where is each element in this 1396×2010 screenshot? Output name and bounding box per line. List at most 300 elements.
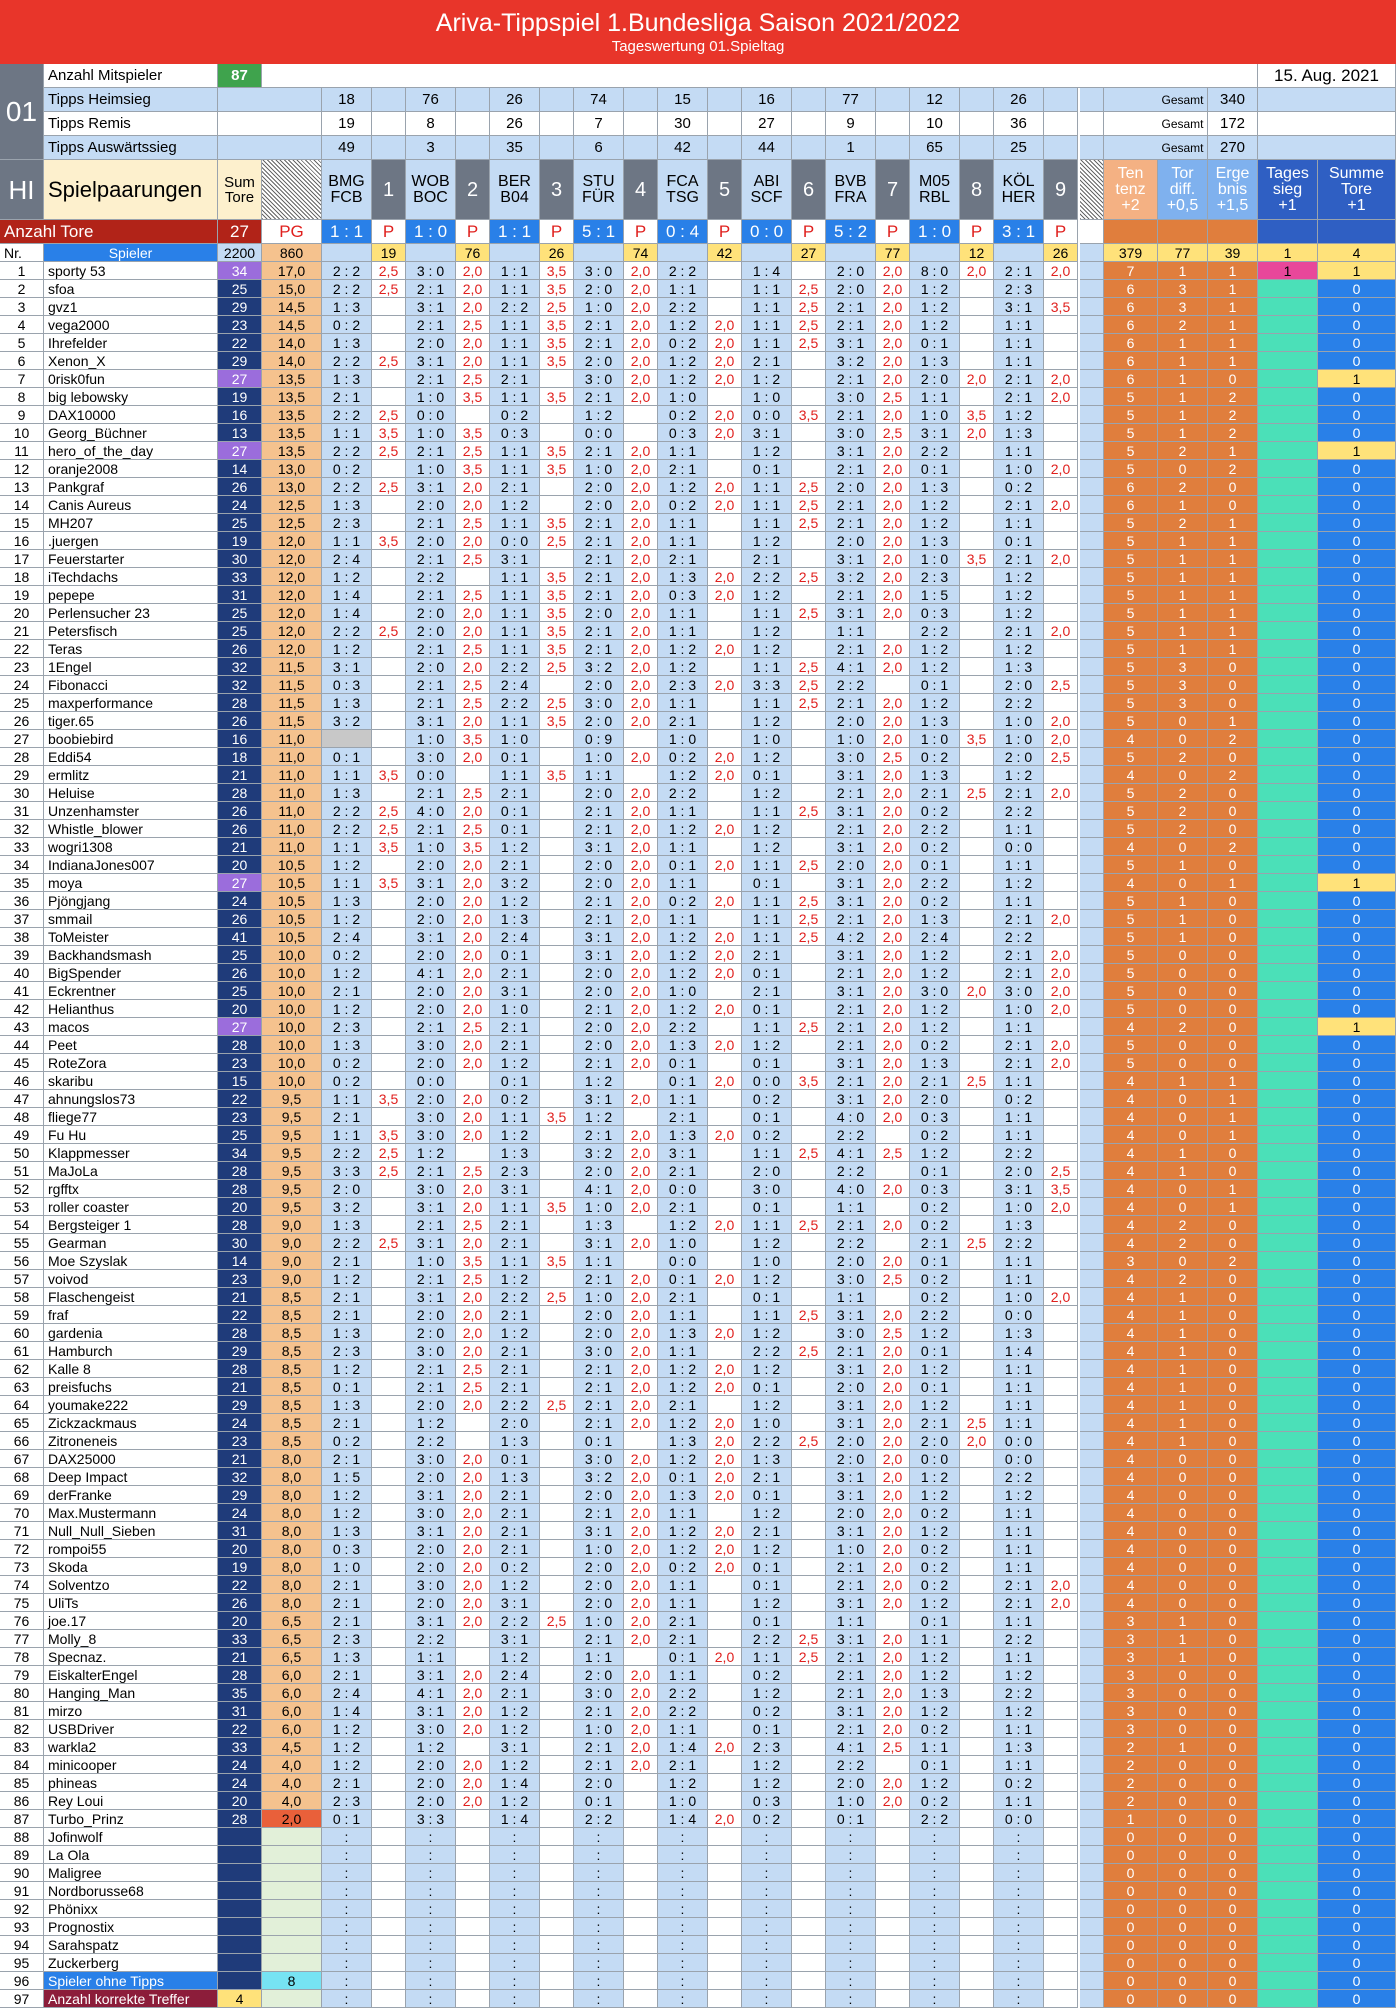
tip-value: 1 : 0 bbox=[490, 1000, 540, 1018]
tip-value: 1 : 2 bbox=[322, 1504, 372, 1522]
tip-value: 1 : 0 bbox=[322, 1558, 372, 1576]
tip-value: 1 : 5 bbox=[910, 586, 960, 604]
player-points: 8,0 bbox=[262, 1504, 322, 1522]
bonus-value bbox=[1258, 1972, 1318, 1990]
bonus-value: 2 bbox=[1104, 1738, 1158, 1756]
hl-label: HI bbox=[0, 160, 44, 220]
tip-value: 1 : 2 bbox=[322, 910, 372, 928]
player-name: 0risk0fun bbox=[44, 370, 218, 388]
tip-points: 3,5 bbox=[372, 766, 406, 784]
player-points: 9,0 bbox=[262, 1252, 322, 1270]
summary-gap bbox=[456, 88, 490, 112]
tip-points: 2,0 bbox=[708, 1558, 742, 1576]
player-goals: 34 bbox=[218, 1144, 262, 1162]
tip-value: 1 : 2 bbox=[994, 1702, 1044, 1720]
tip-value: 0 : 1 bbox=[490, 802, 540, 820]
tip-points bbox=[792, 1720, 826, 1738]
tip-points bbox=[708, 1684, 742, 1702]
tip-value: 2 : 2 bbox=[994, 928, 1044, 946]
tip-points: 2,0 bbox=[876, 874, 910, 892]
tip-value: 2 : 0 bbox=[322, 1180, 372, 1198]
player-name: minicooper bbox=[44, 1756, 218, 1774]
player-name: Gearman bbox=[44, 1234, 218, 1252]
tip-points bbox=[540, 1306, 574, 1324]
tip-value: 2 : 0 bbox=[574, 676, 624, 694]
summary-value: 77 bbox=[826, 88, 876, 112]
tip-value: 2 : 1 bbox=[574, 1702, 624, 1720]
player-points: 14,5 bbox=[262, 298, 322, 316]
tip-value: : bbox=[574, 1954, 624, 1972]
tip-points: 2,5 bbox=[1044, 676, 1078, 694]
tip-value: : bbox=[910, 1864, 960, 1882]
tip-value: 2 : 0 bbox=[574, 604, 624, 622]
away-team: RBL bbox=[918, 188, 951, 206]
tip-value: 2 : 4 bbox=[322, 928, 372, 946]
tip-value: : bbox=[322, 1846, 372, 1864]
bonus-value: 0 bbox=[1208, 1216, 1258, 1234]
tip-value: 1 : 1 bbox=[322, 766, 372, 784]
bonus-value bbox=[1258, 1900, 1318, 1918]
tip-points bbox=[792, 1252, 826, 1270]
tip-points bbox=[372, 712, 406, 730]
bonus-value: 1 bbox=[1158, 1630, 1208, 1648]
bonus-value: 1 bbox=[1208, 514, 1258, 532]
tip-value: : bbox=[742, 1882, 792, 1900]
tip-value: 2 : 1 bbox=[490, 370, 540, 388]
player-points: 8,0 bbox=[262, 1540, 322, 1558]
tip-value: 3 : 1 bbox=[406, 1522, 456, 1540]
tip-points bbox=[792, 550, 826, 568]
bonus-value: 6 bbox=[1104, 298, 1158, 316]
tip-points bbox=[372, 1810, 406, 1828]
tip-value: 2 : 4 bbox=[910, 928, 960, 946]
tip-points bbox=[708, 1846, 742, 1864]
bonus-value bbox=[1258, 1486, 1318, 1504]
player-goals: 21 bbox=[218, 1288, 262, 1306]
row-number: 79 bbox=[0, 1666, 44, 1684]
spielpaarungen-label: Spielpaarungen bbox=[44, 160, 218, 220]
player-points: 4,5 bbox=[262, 1738, 322, 1756]
tip-points: 2,0 bbox=[456, 1342, 490, 1360]
bonus-header-line: Tor bbox=[1171, 164, 1194, 182]
tip-points bbox=[372, 388, 406, 406]
tip-value: : bbox=[658, 1846, 708, 1864]
tip-value: 0 : 0 bbox=[406, 766, 456, 784]
tip-points: 3,5 bbox=[540, 1252, 574, 1270]
tip-value: 1 : 2 bbox=[658, 946, 708, 964]
tip-points bbox=[1044, 1396, 1078, 1414]
tip-value: 1 : 3 bbox=[490, 910, 540, 928]
tip-value: 3 : 0 bbox=[826, 1270, 876, 1288]
tip-value: 0 : 1 bbox=[742, 1000, 792, 1018]
tip-points bbox=[1044, 1468, 1078, 1486]
tip-value: 2 : 0 bbox=[574, 352, 624, 370]
tip-value: : bbox=[742, 1846, 792, 1864]
tip-points bbox=[540, 1990, 574, 2008]
tip-points: 2,0 bbox=[456, 712, 490, 730]
row-number: 46 bbox=[0, 1072, 44, 1090]
tip-value: : bbox=[994, 1990, 1044, 2008]
tip-points bbox=[372, 1648, 406, 1666]
bonus-gap bbox=[1080, 1432, 1104, 1450]
tip-value: 1 : 2 bbox=[742, 1774, 792, 1792]
bonus-value bbox=[1258, 1144, 1318, 1162]
player-goals: 13 bbox=[218, 424, 262, 442]
summary-value: 27 bbox=[742, 112, 792, 136]
tip-points: 2,0 bbox=[624, 1162, 658, 1180]
bonus-value: 1 bbox=[1318, 874, 1396, 892]
tip-points bbox=[372, 1198, 406, 1216]
bonus-value bbox=[1258, 874, 1318, 892]
tip-value: 2 : 0 bbox=[574, 964, 624, 982]
player-points: 9,5 bbox=[262, 1126, 322, 1144]
match-points-total: 42 bbox=[708, 244, 742, 262]
bonus-value bbox=[1258, 1054, 1318, 1072]
tip-points: 2,0 bbox=[624, 1630, 658, 1648]
tip-points bbox=[960, 1846, 994, 1864]
tip-points bbox=[708, 262, 742, 280]
tip-value: 1 : 3 bbox=[322, 370, 372, 388]
bonus-value: 0 bbox=[1158, 838, 1208, 856]
tip-points: 2,0 bbox=[624, 1180, 658, 1198]
tip-value: 1 : 1 bbox=[994, 514, 1044, 532]
match-number: 2 bbox=[456, 160, 490, 220]
tip-points bbox=[708, 658, 742, 676]
bonus-value: 0 bbox=[1318, 334, 1396, 352]
tip-points: 2,0 bbox=[708, 1522, 742, 1540]
tip-value: 1 : 2 bbox=[742, 1684, 792, 1702]
tip-value: 1 : 3 bbox=[574, 1216, 624, 1234]
bonus-value: 4 bbox=[1104, 730, 1158, 748]
tip-points: 2,0 bbox=[624, 640, 658, 658]
player-points: 12,0 bbox=[262, 604, 322, 622]
row-number: 93 bbox=[0, 1918, 44, 1936]
tip-value: 1 : 0 bbox=[574, 1540, 624, 1558]
bonus-value: 0 bbox=[1318, 1414, 1396, 1432]
summary-value: 35 bbox=[490, 136, 540, 160]
tip-points bbox=[708, 838, 742, 856]
summary-gap bbox=[1044, 136, 1078, 160]
tip-points bbox=[540, 1864, 574, 1882]
tip-points bbox=[540, 1702, 574, 1720]
tip-points: 2,0 bbox=[456, 1396, 490, 1414]
player-points: 12,0 bbox=[262, 586, 322, 604]
tip-points bbox=[708, 1504, 742, 1522]
tip-value: 1 : 1 bbox=[994, 1072, 1044, 1090]
tip-points: 2,0 bbox=[456, 280, 490, 298]
tip-value: 0 : 1 bbox=[910, 1612, 960, 1630]
tip-value: : bbox=[826, 1954, 876, 1972]
tip-value: 3 : 1 bbox=[826, 982, 876, 1000]
bonus-value bbox=[1258, 1756, 1318, 1774]
page-title: Ariva-Tippspiel 1.Bundesliga Saison 2021/2022 bbox=[435, 8, 961, 37]
tip-value: 0 : 2 bbox=[490, 1090, 540, 1108]
match-number: 9 bbox=[1044, 160, 1078, 220]
tip-points bbox=[708, 1198, 742, 1216]
tip-value: 3 : 1 bbox=[826, 766, 876, 784]
tip-points bbox=[1044, 1432, 1078, 1450]
tip-value: 1 : 1 bbox=[994, 892, 1044, 910]
tip-value: 2 : 1 bbox=[826, 406, 876, 424]
tip-points: 2,0 bbox=[876, 1072, 910, 1090]
bonus-value: 0 bbox=[1158, 1576, 1208, 1594]
bonus-value bbox=[1258, 838, 1318, 856]
bonus-value: 3 bbox=[1104, 1630, 1158, 1648]
tip-points bbox=[456, 1072, 490, 1090]
tip-value: 2 : 1 bbox=[826, 1720, 876, 1738]
tip-value: 2 : 2 bbox=[322, 262, 372, 280]
summary-gap bbox=[960, 136, 994, 160]
row-number: 82 bbox=[0, 1720, 44, 1738]
tip-value: 2 : 0 bbox=[574, 874, 624, 892]
tip-points bbox=[372, 1018, 406, 1036]
tip-value: 1 : 3 bbox=[322, 784, 372, 802]
tip-points: 2,0 bbox=[876, 820, 910, 838]
pg-header bbox=[262, 160, 322, 220]
bonus-header bbox=[1318, 160, 1396, 220]
match-points-total: 19 bbox=[372, 244, 406, 262]
tip-points: 2,5 bbox=[456, 784, 490, 802]
tip-points bbox=[1044, 1414, 1078, 1432]
match-points-total: 26 bbox=[1044, 244, 1078, 262]
tip-points bbox=[1044, 1828, 1078, 1846]
tip-points: 2,0 bbox=[624, 352, 658, 370]
row-number: 83 bbox=[0, 1738, 44, 1756]
player-points: 8,5 bbox=[262, 1396, 322, 1414]
player-name: moya bbox=[44, 874, 218, 892]
tip-value: 1 : 2 bbox=[994, 640, 1044, 658]
tip-points bbox=[960, 1990, 994, 2008]
tip-gap bbox=[490, 244, 540, 262]
tip-points bbox=[792, 1378, 826, 1396]
bonus-value bbox=[1258, 676, 1318, 694]
tip-points bbox=[372, 676, 406, 694]
match-teams bbox=[406, 160, 456, 220]
anzahl-tore-value: 27 bbox=[218, 220, 262, 244]
tip-value: 1 : 1 bbox=[658, 514, 708, 532]
player-name: maxperformance bbox=[44, 694, 218, 712]
tip-points bbox=[708, 1774, 742, 1792]
tip-points bbox=[456, 1864, 490, 1882]
bonus-value: 6 bbox=[1104, 496, 1158, 514]
tip-value: 2 : 1 bbox=[994, 946, 1044, 964]
bonus-value: 0 bbox=[1208, 820, 1258, 838]
tip-points bbox=[456, 1414, 490, 1432]
player-name: UliTs bbox=[44, 1594, 218, 1612]
tip-points bbox=[624, 1918, 658, 1936]
tip-points bbox=[960, 640, 994, 658]
bonus-value bbox=[1258, 1540, 1318, 1558]
tip-points bbox=[708, 622, 742, 640]
bonus-value: 5 bbox=[1104, 820, 1158, 838]
bonus-gap bbox=[1080, 1720, 1104, 1738]
player-name: phineas bbox=[44, 1774, 218, 1792]
tip-value: 0 : 2 bbox=[658, 1558, 708, 1576]
bonus-value bbox=[1258, 928, 1318, 946]
tip-points bbox=[624, 1072, 658, 1090]
tip-value: 2 : 0 bbox=[406, 496, 456, 514]
tip-value: 1 : 2 bbox=[322, 1360, 372, 1378]
tip-value: 4 : 0 bbox=[826, 1180, 876, 1198]
tip-points bbox=[540, 1180, 574, 1198]
bonus-value: 0 bbox=[1318, 1126, 1396, 1144]
tip-points bbox=[372, 1522, 406, 1540]
tip-value: 1 : 2 bbox=[910, 964, 960, 982]
mitspieler-count: 87 bbox=[218, 64, 262, 88]
tip-points: 2,5 bbox=[456, 370, 490, 388]
bonus-value: 0 bbox=[1158, 1936, 1208, 1954]
bonus-gap bbox=[1080, 1504, 1104, 1522]
tip-value: 1 : 1 bbox=[658, 910, 708, 928]
tip-value: 2 : 1 bbox=[826, 694, 876, 712]
tip-points: 2,0 bbox=[1044, 388, 1078, 406]
tip-value: 3 : 0 bbox=[574, 1684, 624, 1702]
tip-points bbox=[540, 424, 574, 442]
bonus-value: 0 bbox=[1208, 1576, 1258, 1594]
tip-value: 2 : 1 bbox=[490, 784, 540, 802]
tip-points bbox=[1044, 1702, 1078, 1720]
bonus-value: 0 bbox=[1208, 1450, 1258, 1468]
tip-value: : bbox=[406, 1936, 456, 1954]
bonus-gap bbox=[1080, 532, 1104, 550]
tip-points: 2,0 bbox=[708, 1540, 742, 1558]
bonus-value: 1 bbox=[1158, 1072, 1208, 1090]
footer-label: Anzahl korrekte Treffer bbox=[44, 1990, 218, 2008]
tip-value: 1 : 2 bbox=[910, 658, 960, 676]
bonus-value: 0 bbox=[1318, 460, 1396, 478]
bonus-value: 1 bbox=[1208, 550, 1258, 568]
bonus-gap bbox=[1080, 1198, 1104, 1216]
tip-value: 2 : 0 bbox=[574, 1666, 624, 1684]
player-name: oranje2008 bbox=[44, 460, 218, 478]
tip-value: 2 : 0 bbox=[406, 1054, 456, 1072]
tip-value: 1 : 1 bbox=[490, 568, 540, 586]
tip-points: 2,5 bbox=[456, 1216, 490, 1234]
tip-value: 2 : 2 bbox=[910, 442, 960, 460]
bonus-value: 5 bbox=[1104, 928, 1158, 946]
player-goals: 25 bbox=[218, 280, 262, 298]
tip-points bbox=[960, 874, 994, 892]
tip-points bbox=[624, 1990, 658, 2008]
tip-points bbox=[792, 766, 826, 784]
tip-value: 2 : 0 bbox=[574, 1036, 624, 1054]
bonus-value: 4 bbox=[1104, 1522, 1158, 1540]
match-number: 3 bbox=[540, 160, 574, 220]
tip-points bbox=[960, 1972, 994, 1990]
mitspieler-label: Anzahl Mitspieler bbox=[44, 64, 218, 88]
match-number: 8 bbox=[960, 160, 994, 220]
tip-value: 2 : 1 bbox=[994, 388, 1044, 406]
tip-points: 3,5 bbox=[372, 532, 406, 550]
player-goals: 22 bbox=[218, 1306, 262, 1324]
tip-value: 0 : 2 bbox=[658, 892, 708, 910]
player-points: 11,5 bbox=[262, 676, 322, 694]
bonus-header-line: Tore bbox=[1340, 180, 1373, 198]
tip-points bbox=[960, 1882, 994, 1900]
away-team: SCF bbox=[750, 188, 783, 206]
tip-points bbox=[708, 1252, 742, 1270]
bonus-value bbox=[1258, 640, 1318, 658]
tip-value: 0 : 2 bbox=[910, 892, 960, 910]
tip-points bbox=[540, 1450, 574, 1468]
tip-value: 4 : 2 bbox=[826, 928, 876, 946]
bonus-gap bbox=[1080, 586, 1104, 604]
tip-value: 2 : 1 bbox=[574, 1126, 624, 1144]
tip-points: 2,0 bbox=[624, 910, 658, 928]
tip-points bbox=[540, 1756, 574, 1774]
tip-value: 1 : 1 bbox=[826, 1612, 876, 1630]
summary-value: 26 bbox=[490, 88, 540, 112]
tip-value: 2 : 0 bbox=[574, 712, 624, 730]
tip-points: 2,0 bbox=[624, 550, 658, 568]
tip-points: 2,5 bbox=[540, 1612, 574, 1630]
tip-value: 2 : 1 bbox=[994, 1036, 1044, 1054]
tip-points: 2,0 bbox=[456, 658, 490, 676]
bonus-gap bbox=[1080, 820, 1104, 838]
bonus-value: 0 bbox=[1318, 1954, 1396, 1972]
tip-points bbox=[792, 1522, 826, 1540]
tip-points: 2,5 bbox=[456, 514, 490, 532]
tip-points bbox=[792, 1954, 826, 1972]
tip-points: 2,0 bbox=[456, 262, 490, 280]
tip-points bbox=[540, 1774, 574, 1792]
bonus-value: 2 bbox=[1208, 730, 1258, 748]
summary-blank bbox=[218, 136, 322, 160]
row-number: 64 bbox=[0, 1396, 44, 1414]
player-goals: 27 bbox=[218, 370, 262, 388]
tip-value: 0 : 2 bbox=[910, 1558, 960, 1576]
tip-points: 2,0 bbox=[708, 1810, 742, 1828]
tip-points bbox=[540, 910, 574, 928]
tip-value: 1 : 3 bbox=[910, 766, 960, 784]
tip-points: 2,0 bbox=[708, 1270, 742, 1288]
tip-value: : bbox=[490, 1954, 540, 1972]
tip-points bbox=[960, 1648, 994, 1666]
tip-value: : bbox=[826, 1990, 876, 2008]
player-points: 10,0 bbox=[262, 964, 322, 982]
player-goals: 20 bbox=[218, 1198, 262, 1216]
player-name: sfoa bbox=[44, 280, 218, 298]
tip-points: 2,0 bbox=[624, 1450, 658, 1468]
tip-value: 3 : 1 bbox=[406, 712, 456, 730]
tip-value: 3 : 1 bbox=[910, 424, 960, 442]
tip-value: 1 : 2 bbox=[910, 1144, 960, 1162]
bonus-value: 0 bbox=[1158, 1594, 1208, 1612]
tip-points: 2,5 bbox=[792, 910, 826, 928]
tip-points bbox=[1044, 1612, 1078, 1630]
tip-value: 1 : 3 bbox=[322, 1396, 372, 1414]
spieltag-number: 01 bbox=[0, 64, 44, 160]
tip-value: 0 : 0 bbox=[490, 532, 540, 550]
bonus-value bbox=[1258, 946, 1318, 964]
tip-points bbox=[540, 1360, 574, 1378]
bonus-value: 1 bbox=[1158, 1396, 1208, 1414]
tip-value: : bbox=[826, 1882, 876, 1900]
player-name: Ihrefelder bbox=[44, 334, 218, 352]
tip-points bbox=[540, 1126, 574, 1144]
player-goals: 26 bbox=[218, 964, 262, 982]
tip-value: 1 : 1 bbox=[490, 352, 540, 370]
bonus-value: 0 bbox=[1318, 1486, 1396, 1504]
tip-value: 1 : 2 bbox=[910, 1774, 960, 1792]
tip-value: 0 : 2 bbox=[490, 1558, 540, 1576]
tip-value: 1 : 0 bbox=[826, 1792, 876, 1810]
tip-value: : bbox=[406, 1846, 456, 1864]
tip-points bbox=[456, 1936, 490, 1954]
tip-points bbox=[372, 1504, 406, 1522]
bonus-header-line: Tages bbox=[1266, 164, 1309, 182]
bonus-value: 0 bbox=[1318, 820, 1396, 838]
